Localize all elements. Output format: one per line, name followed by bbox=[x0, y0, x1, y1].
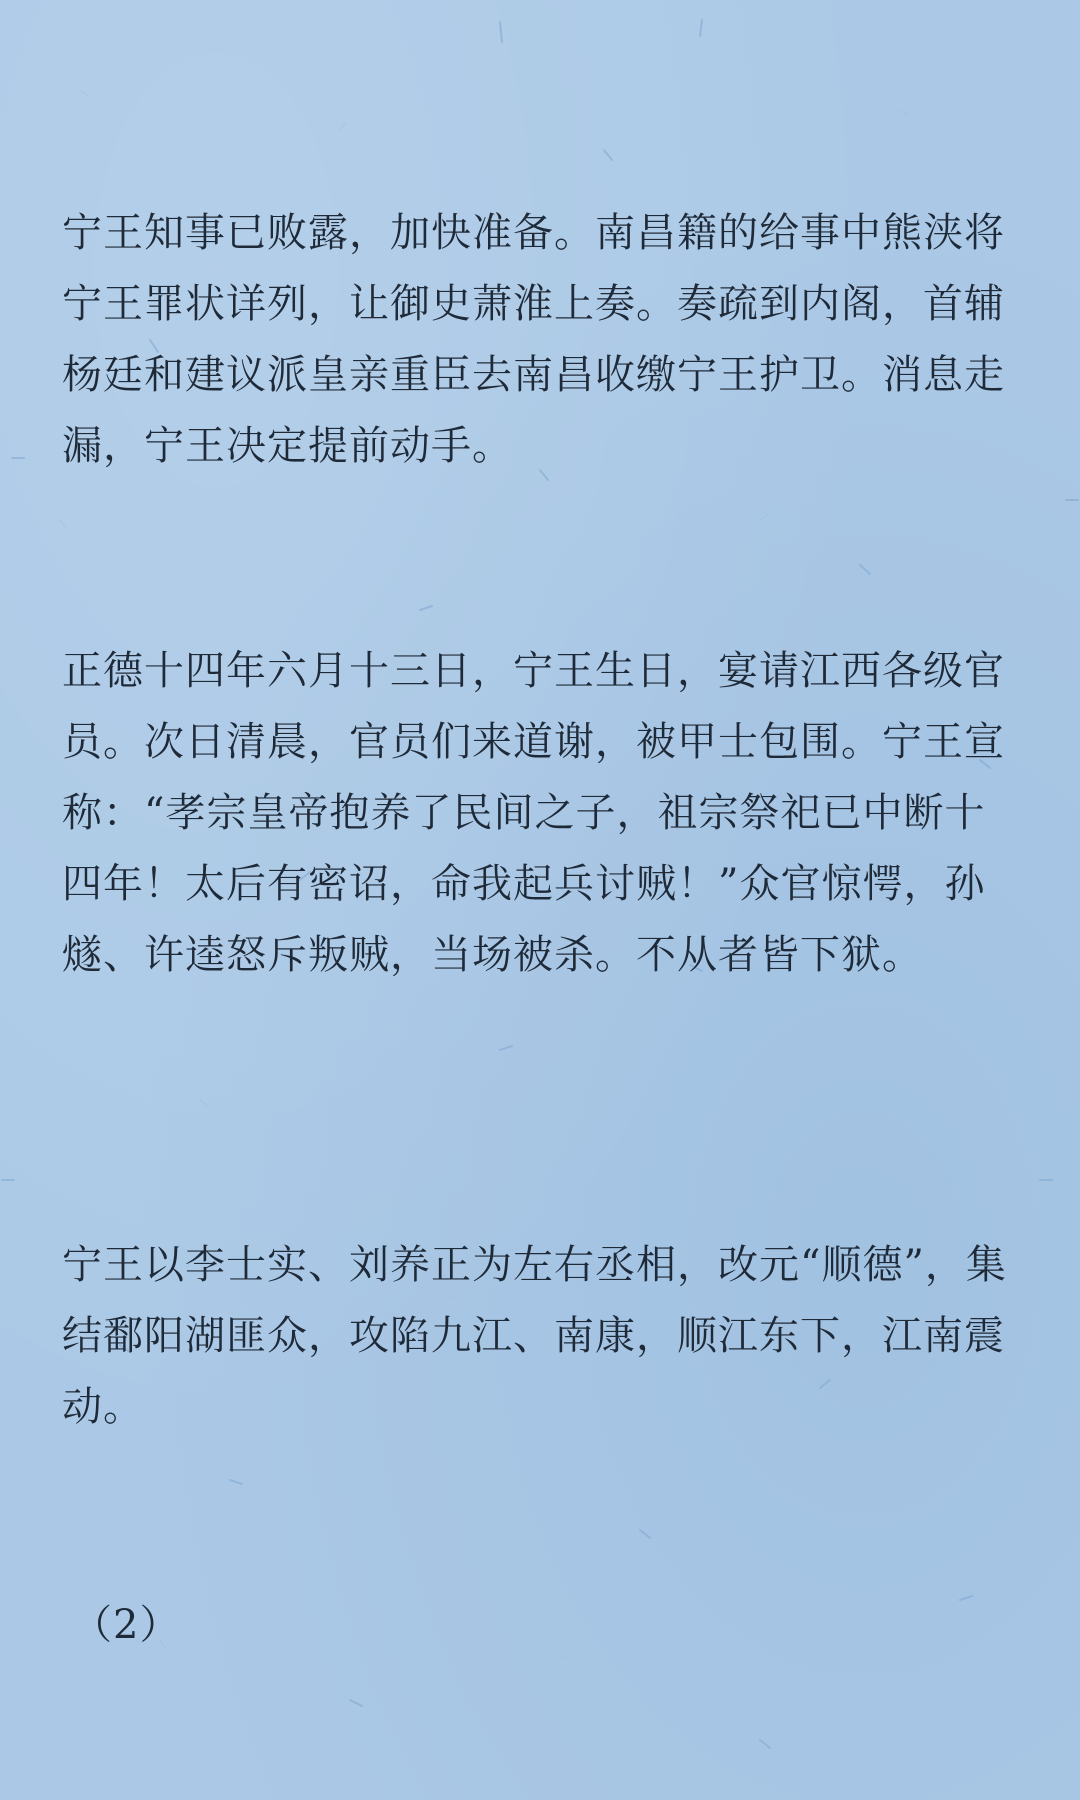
paragraph-1: 宁王知事已败露，加快准备。南昌籍的给事中熊浃将宁王罪状详列，让御史萧淮上奏。奏疏到内阁，首辅杨廷和建议派皇亲重臣去南昌收缴宁王护卫。消息走漏，宁王决定提前动手。 bbox=[62, 210, 1005, 469]
page-number: （2） bbox=[72, 1602, 181, 1648]
paragraph-2: 正德十四年六月十三日，宁王生日，宴请江西各级官员。次日清晨，官员们来道谢，被甲士包围。宁王宣称：“孝宗皇帝抱养了民间之子，祖宗祭祀已中断十四年！太后有密诏，命我起兵讨贼！”众官惊愕，孙燧、许逵怒斥叛贼，当场被杀。不从者皆下狱。 bbox=[62, 648, 1005, 978]
paragraph-3: 宁王以李士实、刘养正为左右丞相，改元“顺德”，集结鄱阳湖匪众，攻陷九江、南康，顺江东下，江南震动。 bbox=[62, 1242, 1007, 1430]
